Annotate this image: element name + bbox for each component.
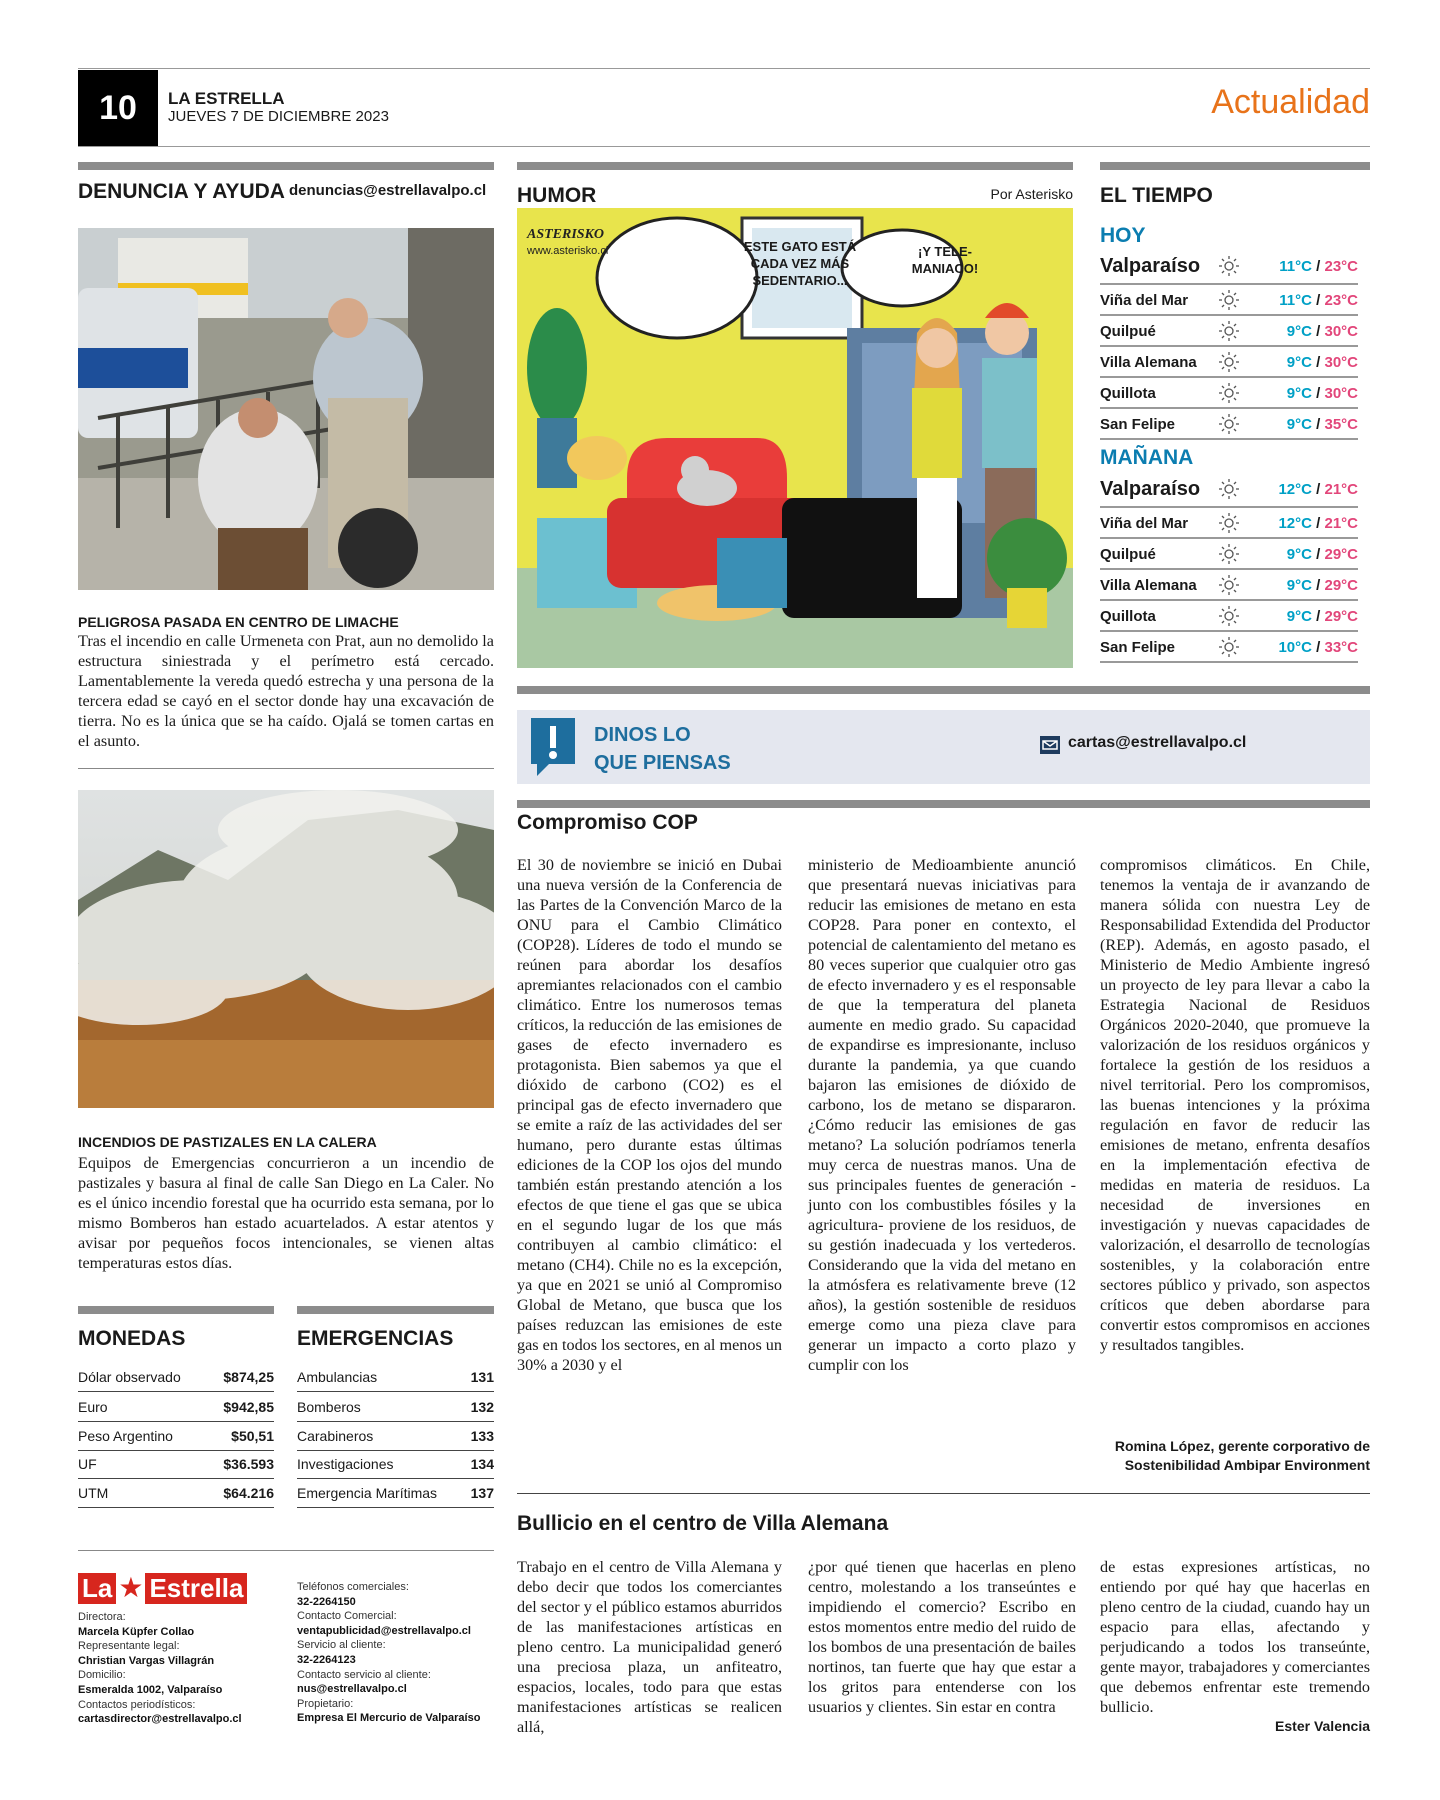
- emergencias-row: Carabineros 133: [297, 1422, 494, 1451]
- weather-today-label: HOY: [1100, 224, 1146, 247]
- weather-temps: 11°C / 23°C: [1279, 257, 1358, 275]
- letter2-col2: ¿por qué tienen que hacerlas en pleno centro, molestando a los transeúntes e impidiendo el comercio? Escribo en estos momentos entre medio del ruido de los bombos de una presentación de bailes nortinos, tan fuerte que hay que estar a los gritos para entenderse con los usuarios y clientes. Sin estar en contra: [808, 1558, 1076, 1716]
- sun-icon: [1218, 543, 1240, 565]
- letter2-col1: Trabajo en el centro de Villa Alemana y debo decir que todos los comerciantes del sector y el público estamos aburridos de las manifestaciones artísticas en pleno centro. La municipalidad generó una preciosa plaza, un anfiteatro, espacios, locales, todo para que estas manifestaciones artísticas se realicen allá,: [517, 1558, 782, 1736]
- monedas-title: MONEDAS: [78, 1327, 186, 1350]
- humor-credit: Por Asterisko: [990, 186, 1073, 202]
- sun-icon: [1218, 478, 1240, 500]
- weather-temps: 9°C / 29°C: [1286, 607, 1358, 625]
- weather-row: [1100, 540, 1358, 570]
- sun-icon: [1218, 382, 1240, 404]
- monedas-row: Dólar observado $874,25: [78, 1363, 274, 1392]
- weather-row: [1100, 602, 1358, 632]
- weather-city: Valparaíso: [1100, 254, 1201, 277]
- weather-city: San Felipe: [1100, 415, 1176, 433]
- weather-temps: 12°C / 21°C: [1278, 514, 1358, 532]
- weather-title: EL TIEMPO: [1100, 184, 1213, 207]
- limache-title: PELIGROSA PASADA EN CENTRO DE LIMACHE: [78, 614, 399, 630]
- weather-row: [1100, 571, 1358, 601]
- sun-icon: [1218, 512, 1240, 534]
- weather-city: Viña del Mar: [1100, 514, 1189, 532]
- limache-photo: [78, 228, 494, 590]
- denuncia-title: DENUNCIA Y AYUDA: [78, 180, 285, 203]
- letter2-signature: Ester Valencia: [1275, 1718, 1370, 1734]
- page-number: 10: [78, 70, 158, 146]
- weather-city: Quilpué: [1100, 322, 1156, 340]
- weather-city: Valparaíso: [1100, 477, 1201, 500]
- sun-icon: [1218, 289, 1240, 311]
- emergencias-row: Investigaciones 134: [297, 1450, 494, 1479]
- calera-fire-photo: [78, 790, 494, 1108]
- weather-row: [1100, 317, 1358, 347]
- letter1-title: Compromiso COP: [517, 811, 698, 834]
- cartoon-bubble-1: ESTE GATO ESTÁ CADA VEZ MÁS SEDENTARIO...: [743, 239, 857, 288]
- svg-text:ASTERISKO: ASTERISKO: [527, 227, 605, 242]
- sun-icon: [1218, 413, 1240, 435]
- calera-title: INCENDIOS DE PASTIZALES EN LA CALERA: [78, 1134, 377, 1150]
- weather-city: Villa Alemana: [1100, 353, 1197, 371]
- sun-icon: [1218, 351, 1240, 373]
- monedas-row: Euro $942,85: [78, 1393, 274, 1422]
- imprint-left: Directora: Marcela Küpfer Collao Representante legal: Christian Vargas Villagrán Domicilio: Esmeralda 1002, Valparaíso Contactos periodísticos: cartasdirector@estrellavalpo.cl: [78, 1611, 242, 1726]
- weather-row: [1100, 379, 1358, 409]
- weather-row: [1100, 348, 1358, 378]
- letter1-col1: El 30 de noviembre se inició en Dubai una nueva versión de la Conferencia de las Partes de la Convención Marco de la ONU para el Cambio Climático (COP28). Líderes de todo el mundo se reúnen para abordar los desafíos apremiantes relacionados con el cambio climático. Entre los numerosos temas críticos, la reducción de las emisiones de gases de efecto invernadero es protagonista. Bien sabemos ya que el dióxido de carbono (CO2) es el principal gas de efecto invernadero que se emite a raíz de las actividades del ser humano, pero durante estas últimas ediciones de la COP los ojos del mundo también están prestando atención a los efectos de que tiene el gas que se ubica en el segundo lugar de los que más contribuyen al cambio climático: el metano (CH4). Chile no es la excepción, ya que en 2021 se unió al Compromiso Global de Metano, que busca que los países reduzcan las emisiones de este gas en todos los sectores, en al menos un 30% a 2030 y el: [517, 856, 782, 1374]
- letter2-col3: de estas expresiones artísticas, no entiendo por qué hay que hacerlas en pleno centro de la ciudad, cuando hay un espacio para ellas, afectando y perjudicando a todos los transeúnte, gente mayor, trabajadores y comerciantes que debemos enfrentar este tremendo bullicio.: [1100, 1558, 1370, 1716]
- weather-row: [1100, 249, 1358, 285]
- weather-temps: 9°C / 29°C: [1286, 545, 1358, 563]
- weather-city: Quillota: [1100, 607, 1156, 625]
- la-estrella-logo: La ★ Estrella: [78, 1570, 274, 1606]
- emergencias-row: Bomberos 132: [297, 1393, 494, 1422]
- weather-city: Quillota: [1100, 384, 1156, 402]
- letter1-col3: compromisos climáticos. En Chile, tenemos la ventaja de ir avanzando de manera sólida con nuestra Ley de Responsabilidad Extendida del Productor (REP). Además, en agosto pasado, el Ministerio de Medio Ambiente ingresó un proyecto de ley para llevar a cabo la Estrategia Nacional de Residuos Orgánicos 2020-2040, que promueve la valorización de los residuos orgánicos y fortalece la gestión de los residuos a nivel territorial. Pero los compromisos, las buenas intenciones y la próxima regulación en favor de reducir las emisiones de metano, enfrenta desafíos en la implementación efectiva de medidas en materia de residuos. La necesidad de inversiones en investigación y nuevas capacidades de valorización, el desarrollo de tecnologías sostenibles, y la colaboración entre sectores público y privado, son aspectos críticos que deben abordarse para convertir estos compromisos en acciones y resultados tangibles.: [1100, 856, 1370, 1354]
- cartoon-bubble-2: ¡Y TELE-MANIACO!: [911, 244, 979, 276]
- sun-icon: [1218, 320, 1240, 342]
- svg-text:www.asterisko.cl: www.asterisko.cl: [527, 245, 609, 257]
- weather-city: Quilpué: [1100, 545, 1156, 563]
- weather-city: Viña del Mar: [1100, 291, 1189, 309]
- monedas-row: UTM $64.216: [78, 1479, 274, 1508]
- calera-text: Equipos de Emergencias concurrieron a un incendio de pastizales y basura al final de calle San Diego en La Caler. No es el único incendio forestal que ha ocurrido esta semana, por lo mismo Bomberos han estado acuartelados. A estar atentos y avisar por pequeños focos intencionales, se vienen altas temperaturas estos días.: [78, 1154, 494, 1272]
- dinos-title: DINOS LO QUE PIENSAS: [594, 724, 731, 774]
- weather-temps: 12°C / 21°C: [1278, 480, 1358, 498]
- sun-icon: [1218, 605, 1240, 627]
- weather-city: San Felipe: [1100, 638, 1176, 656]
- weather-temps: 9°C / 30°C: [1286, 353, 1358, 371]
- imprint-right: Teléfonos comerciales: 32-2264150 Contacto Comercial: ventapublicidad@estrellavalpo.cl Servicio al cliente: 32-2264123 Contacto servicio al cliente: nus@estrellavalpo.cl Propietario: Empresa El Mercurio de Valparaíso: [297, 1581, 481, 1725]
- weather-city: Villa Alemana: [1100, 576, 1197, 594]
- paper-name: LA ESTRELLA: [168, 89, 285, 108]
- emergencias-title: EMERGENCIAS: [297, 1327, 454, 1350]
- weather-temps: 10°C / 33°C: [1278, 638, 1358, 656]
- weather-row: [1100, 286, 1358, 316]
- issue-date: JUEVES 7 DE DICIEMBRE 2023: [168, 108, 389, 125]
- weather-temps: 9°C / 30°C: [1286, 322, 1358, 340]
- weather-temps: 11°C / 23°C: [1279, 291, 1358, 309]
- emergencias-row: Ambulancias 131: [297, 1363, 494, 1392]
- sun-icon: [1218, 574, 1240, 596]
- exclamation-icon: [527, 714, 579, 774]
- letter1-col2: ministerio de Medioambiente anunció que presentará nuevas iniciativas para reducir las emisiones de metano en esta COP28. Para poner en contexto, el potencial de calentamiento del metano es 80 veces superior que cualquier otro gas de efecto invernadero y es el responsable de que la temperatura del planeta aumente en medio grado. Su capacidad de expandirse es impresionante, incluso durante la pandemia, ya que cuando bajaron las emisiones de dióxido de carbono, los de metano se dispararon. ¿Cómo reducir las emisiones de gas metano? La solución podríamos tenerla muy cerca de nuestras manos. Una de sus principales fuentes de generación -junto con los combustibles fósiles y la agricultura- proviene de los residuos, de su gestión inadecuada y los vertederos. Considerando que la vida del metano en la atmósfera es relativamente breve (12 años), la gestión sostenible de residuos emerge como una pieza clave para generar un impacto a corto plazo y cumplir con los: [808, 856, 1076, 1374]
- monedas-row: Peso Argentino $50,51: [78, 1422, 274, 1451]
- section-title: Actualidad: [1211, 83, 1370, 121]
- letter2-title: Bullicio en el centro de Villa Alemana: [517, 1512, 889, 1535]
- mail-icon: [1040, 736, 1060, 754]
- weather-temps: 9°C / 30°C: [1286, 384, 1358, 402]
- denuncia-email[interactable]: denuncias@estrellavalpo.cl: [289, 182, 487, 199]
- sun-icon: [1218, 255, 1240, 277]
- monedas-row: UF $36.593: [78, 1450, 274, 1479]
- weather-row: [1100, 410, 1358, 440]
- limache-text: Tras el incendio en calle Urmeneta con Prat, aun no demolido la estructura siniestrada y el perímetro está cercado. Lamentablemente la vereda quedó estrecha y una persona de la tercera edad se cayó en el sector donde hay una excavación de tierra. No es la única que se ha caído. Ojalá se tomen cartas en el asunto.: [78, 632, 494, 750]
- weather-row: [1100, 509, 1358, 539]
- weather-tomorrow-label: MAÑANA: [1100, 446, 1194, 469]
- weather-row: [1100, 633, 1358, 663]
- weather-temps: 9°C / 29°C: [1286, 576, 1358, 594]
- emergencias-row: Emergencia Marítimas 137: [297, 1479, 494, 1508]
- dinos-email[interactable]: cartas@estrellavalpo.cl: [1068, 734, 1247, 751]
- sun-icon: [1218, 636, 1240, 658]
- letter1-signature: Romina López, gerente corporativo de Sostenibilidad Ambipar Environment: [1114, 1438, 1370, 1473]
- humor-title: HUMOR: [517, 184, 597, 207]
- weather-row: [1100, 472, 1358, 508]
- weather-temps: 9°C / 35°C: [1286, 415, 1358, 433]
